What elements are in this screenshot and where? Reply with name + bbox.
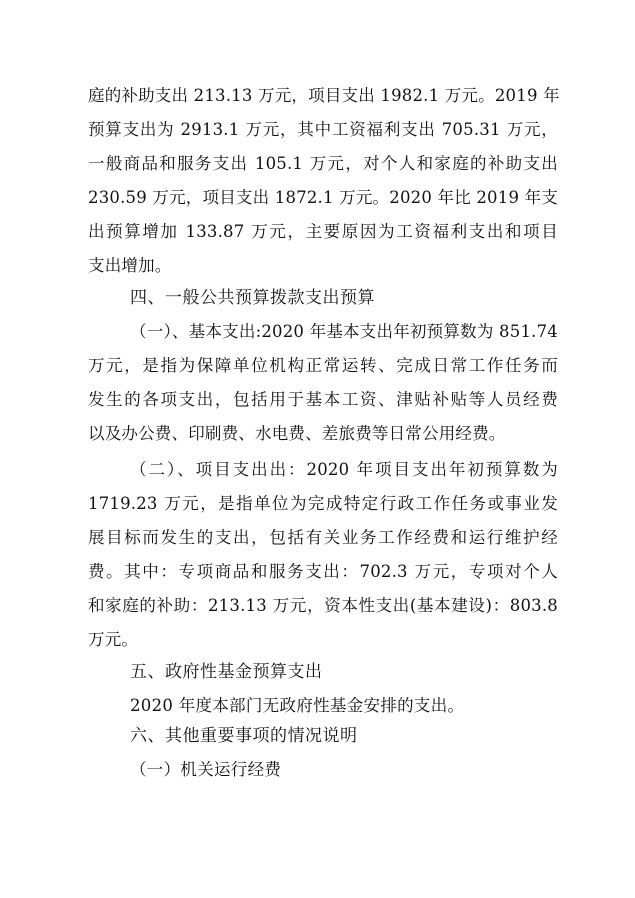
section-heading: 六、其他重要事项的情况说明 xyxy=(130,726,358,746)
sub-item-heading: （一）机关运行经费 xyxy=(130,760,282,779)
paragraph-line: 费。其中：专项商品和服务支出：702.3 万元，专项对个人 xyxy=(88,562,558,581)
paragraph-line: 支出增加。 xyxy=(88,256,172,275)
paragraph-line: 以及办公费、印刷费、水电费、差旅费等日常公用经费。 xyxy=(88,424,506,443)
paragraph-line: 发生的各项支出，包括用于基本工资、津贴补贴等人员经费 xyxy=(88,390,558,409)
paragraph-line: 预算支出为 2913.1 万元，其中工资福利支出 705.31 万元， xyxy=(88,120,558,139)
section-heading: 四、一般公共预算拨款支出预算 xyxy=(130,288,375,308)
paragraph-line: 出预算增加 133.87 万元，主要原因为工资福利支出和项目 xyxy=(88,222,558,241)
section-text: 2020 年度本部门无政府性基金安排的支出。 xyxy=(130,696,465,715)
paragraph-line: 万元。 xyxy=(88,630,139,649)
paragraph-line: （一）、基本支出:2020 年基本支出年初预算数为 851.74 xyxy=(130,322,558,341)
paragraph-line: 和家庭的补助：213.13 万元，资本性支出(基本建设)：803.8 xyxy=(88,596,558,615)
paragraph-line: 230.59 万元，项目支出 1872.1 万元。2020 年比 2019 年支 xyxy=(88,188,558,207)
paragraph-line: 1719.23 万元，是指单位为完成特定行政工作任务或事业发 xyxy=(88,494,558,513)
section-heading: 五、政府性基金预算支出 xyxy=(130,662,323,682)
paragraph-line: 展目标而发生的支出，包括有关业务工作经费和运行维护经 xyxy=(88,528,558,547)
paragraph-line: 一般商品和服务支出 105.1 万元，对个人和家庭的补助支出 xyxy=(88,154,558,173)
paragraph-line: 万元，是指为保障单位机构正常运转、完成日常工作任务而 xyxy=(88,356,558,375)
paragraph-line: （二）、项目支出出：2020 年项目支出年初预算数为 xyxy=(130,460,558,479)
paragraph-line: 庭的补助支出 213.13 万元，项目支出 1982.1 万元。2019 年 xyxy=(88,86,560,105)
